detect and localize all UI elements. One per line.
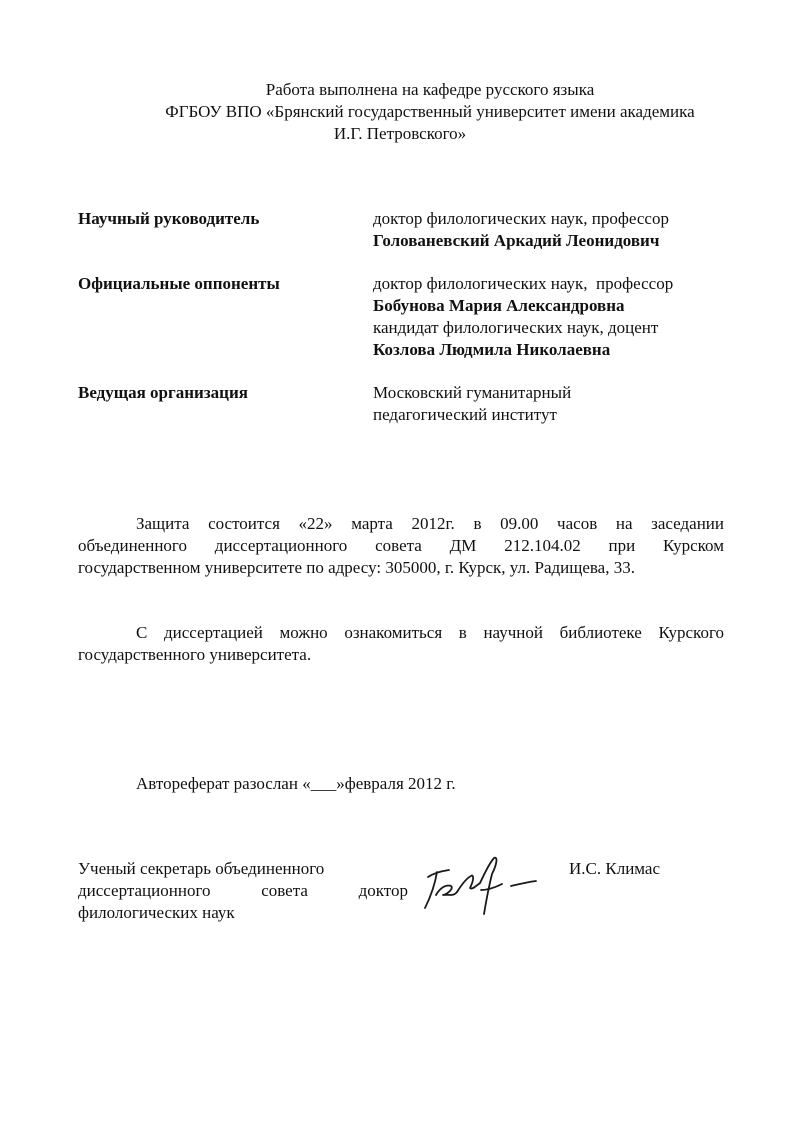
library-line-1 [78,622,724,644]
sent-suffix: »февраля 2012 г. [336,774,456,793]
leading-org-line-1: Московский гуманитарный [373,383,572,402]
secretary-line-3: филологических наук [78,903,235,922]
secretary-word-2: совета [261,881,308,900]
secretary-line-1: Ученый секретарь объединенного [78,859,325,878]
opponent-2-title: кандидат филологических наук, доцент [373,318,659,337]
library-line-1-text: С диссертацией можно ознакомиться в научной библиотеке Курского [136,623,724,642]
defense-line-1-text: Защита состоится «22» марта 2012г. в 09.00 часов на заседании [136,514,724,533]
signature-image [418,850,543,920]
header-line-3: И.Г. Петровского» [333,124,467,143]
header-line-1: Работа выполнена на кафедре русского языка [265,80,595,99]
secretary-word-3: доктор [358,881,408,900]
opponents-label: Официальные оппоненты [78,274,280,293]
defense-line-1 [78,513,724,535]
secretary-name: И.С. Климас [569,859,661,878]
opponent-1-name: Бобунова Мария Александровна [373,296,625,315]
defense-line-3: государственном университете по адресу: 305000, г. Курск, ул. Радищева, 33. [78,558,635,577]
sent-date-blank: ___ [310,774,337,793]
opponent-2-name: Козлова Людмила Николаевна [373,340,611,359]
library-paragraph [78,622,724,666]
supervisor-title: доктор филологических наук, профессор [373,209,669,228]
secretary-word-1: диссертационного [78,881,211,900]
sent-prefix: Автореферат разослан « [136,774,311,793]
defense-paragraph [78,513,724,579]
sent-line [136,773,456,795]
supervisor-label: Научный руководитель [78,209,260,228]
opponent-1-title: доктор филологических наук, профессор [373,274,674,293]
defense-line-2 [78,535,724,557]
secretary-line-2 [78,880,408,902]
library-line-2: государственного университета. [78,645,312,664]
leading-org-line-2: педагогический институт [373,405,557,424]
leading-org-label: Ведущая организация [78,383,248,402]
defense-line-2-text: объединенного диссертационного совета ДМ 212.104.02 при Курском [78,536,724,555]
header-line-2: ФГБОУ ВПО «Брянский государственный университет имени академика [165,102,695,121]
supervisor-name: Голованевский Аркадий Леонидович [373,231,660,250]
